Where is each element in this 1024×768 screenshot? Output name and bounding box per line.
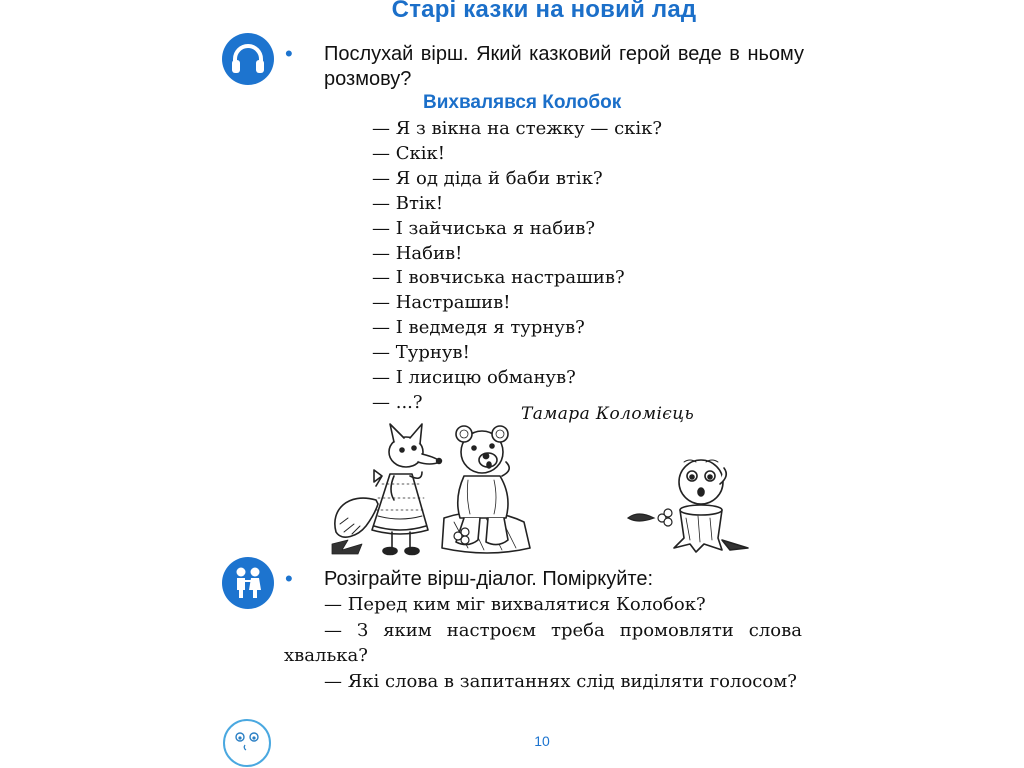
- poem-line: — І ведмедя я турнув?: [372, 317, 585, 339]
- poem-line: — І зайчиська я набив?: [372, 217, 596, 239]
- question-item: — З яким настроєм треба промовляти слова хвалька?: [284, 619, 802, 666]
- two-children-icon: [222, 557, 274, 609]
- poem-line: — Настрашив!: [372, 292, 511, 314]
- poem-title: Вихвалявся Колобок: [423, 92, 622, 113]
- poem-line: — ...?: [372, 391, 423, 413]
- task2-instruction: Розіграйте вірш-діалог. Поміркуйте:: [324, 568, 653, 590]
- page-title: Старі казки на новий лад: [391, 0, 697, 23]
- poem-line: — Я од діда й баби втік?: [372, 167, 603, 189]
- discussion-questions: [284, 592, 802, 694]
- kolobok-illustration: [674, 460, 748, 552]
- poem-line: — Турнув!: [372, 342, 470, 364]
- poem-line: — Набив!: [372, 242, 463, 264]
- task1-instruction: Послухай вірш. Який казковий герой веде в ньому розмову?: [324, 43, 804, 90]
- poem-lines: [372, 117, 662, 416]
- task1-bullet: •: [285, 41, 293, 66]
- headphones-icon: [222, 33, 274, 85]
- fairy-tale-illustration: [318, 414, 763, 564]
- page-number: 10: [534, 733, 550, 749]
- task2-bullet: •: [285, 566, 293, 591]
- fox-illustration: [332, 424, 441, 555]
- kolobok-face-icon: [222, 718, 272, 768]
- poem-line: — Я з вікна на стежку — скік?: [372, 118, 663, 139]
- poem-line: — Втік!: [372, 192, 444, 214]
- poem-author: Тамара Коломієць: [521, 404, 695, 424]
- question-item: — Які слова в запитаннях слід виділяти голосом?: [324, 670, 797, 692]
- poem-line: — Скік!: [372, 142, 445, 164]
- poem-line: — І вовчиська настрашив?: [372, 267, 625, 289]
- question-item: — Перед ким міг вихвалятися Колобок?: [324, 594, 706, 615]
- poem-line: — І лисицю обманув?: [372, 367, 576, 389]
